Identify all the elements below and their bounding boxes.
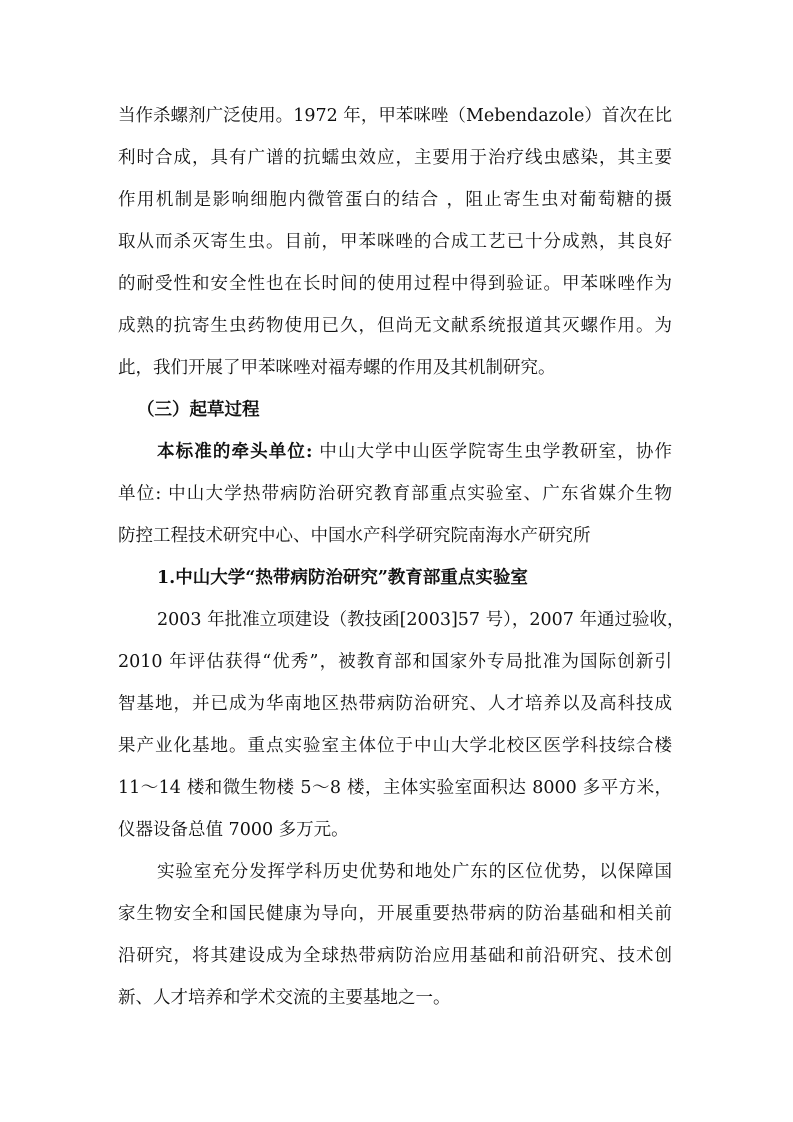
paragraph-line: 成熟的抗寄生虫药物使用已久，但尚无文献系统报道其灭螺作用。为 [118,316,672,336]
paragraph-line: 智基地，并已成为华南地区热带病防治研究、人才培养以及高科技成 [118,694,672,714]
paragraph-line: 实验室充分发挥学科历史优势和地处广东的区位优势，以保障国 [157,862,672,882]
lead-unit-text: 中山大学中山医学院寄生虫学教研室，协作 [312,442,673,462]
paragraph-line: 此，我们开展了甲苯咪唑对福寿螺的作用及其机制研究。 [118,358,556,378]
paragraph-line: 作用机制是影响细胞内微管蛋白的结合 ，阻止寄生虫对葡萄糖的摄 [118,190,672,210]
paragraph-line: 家生物安全和国民健康为导向，开展重要热带病的防治基础和相关前 [118,904,672,924]
lead-unit-line [157,432,672,472]
paragraph-line: 防控工程技术研究中心、中国水产科学研究院南海水产研究所 [118,526,591,546]
paragraph-line: 新、人才培养和学术交流的主要基地之一。 [118,988,451,1008]
paragraph-line: 沿研究，将其建设成为全球热带病防治应用基础和前沿研究、技术创 [118,946,672,966]
paragraph-line: 2010 年评估获得“优秀”，被教育部和国家外专局批准为国际创新引 [118,652,672,672]
lead-unit-label: 本标准的牵头单位: [157,442,313,462]
paragraph-line: 当作杀螺剂广泛使用。1972 年，甲苯咪唑（Mebendazole）首次在比 [118,106,672,126]
paragraph-line: 取从而杀灭寄生虫。目前，甲苯咪唑的合成工艺已十分成熟，其良好 [118,232,672,252]
paragraph-line: 2003 年批准立项建设（教技函[2003]57 号），2007 年通过验收， [157,610,685,630]
paragraph-line: 利时合成，具有广谱的抗蠕虫效应，主要用于治疗线虫感染，其主要 [118,148,672,168]
paragraph-line: 单位: 中山大学热带病防治研究教育部重点实验室、广东省媒介生物 [118,484,672,504]
paragraph-line: 11～14 楼和微生物楼 5～8 楼，主体实验室面积达 8000 多平方米， [118,778,672,798]
subsection-heading: 1.中山大学“热带病防治研究”教育部重点实验室 [157,568,528,588]
paragraph-line: 果产业化基地。重点实验室主体位于中山大学北校区医学科技综合楼 [118,736,672,756]
paragraph-line: 仪器设备总值 7000 多万元。 [118,820,349,840]
paragraph-line: 的耐受性和安全性也在长时间的使用过程中得到验证。甲苯咪唑作为 [118,274,672,294]
section-heading: （三）起草过程 [137,400,260,420]
